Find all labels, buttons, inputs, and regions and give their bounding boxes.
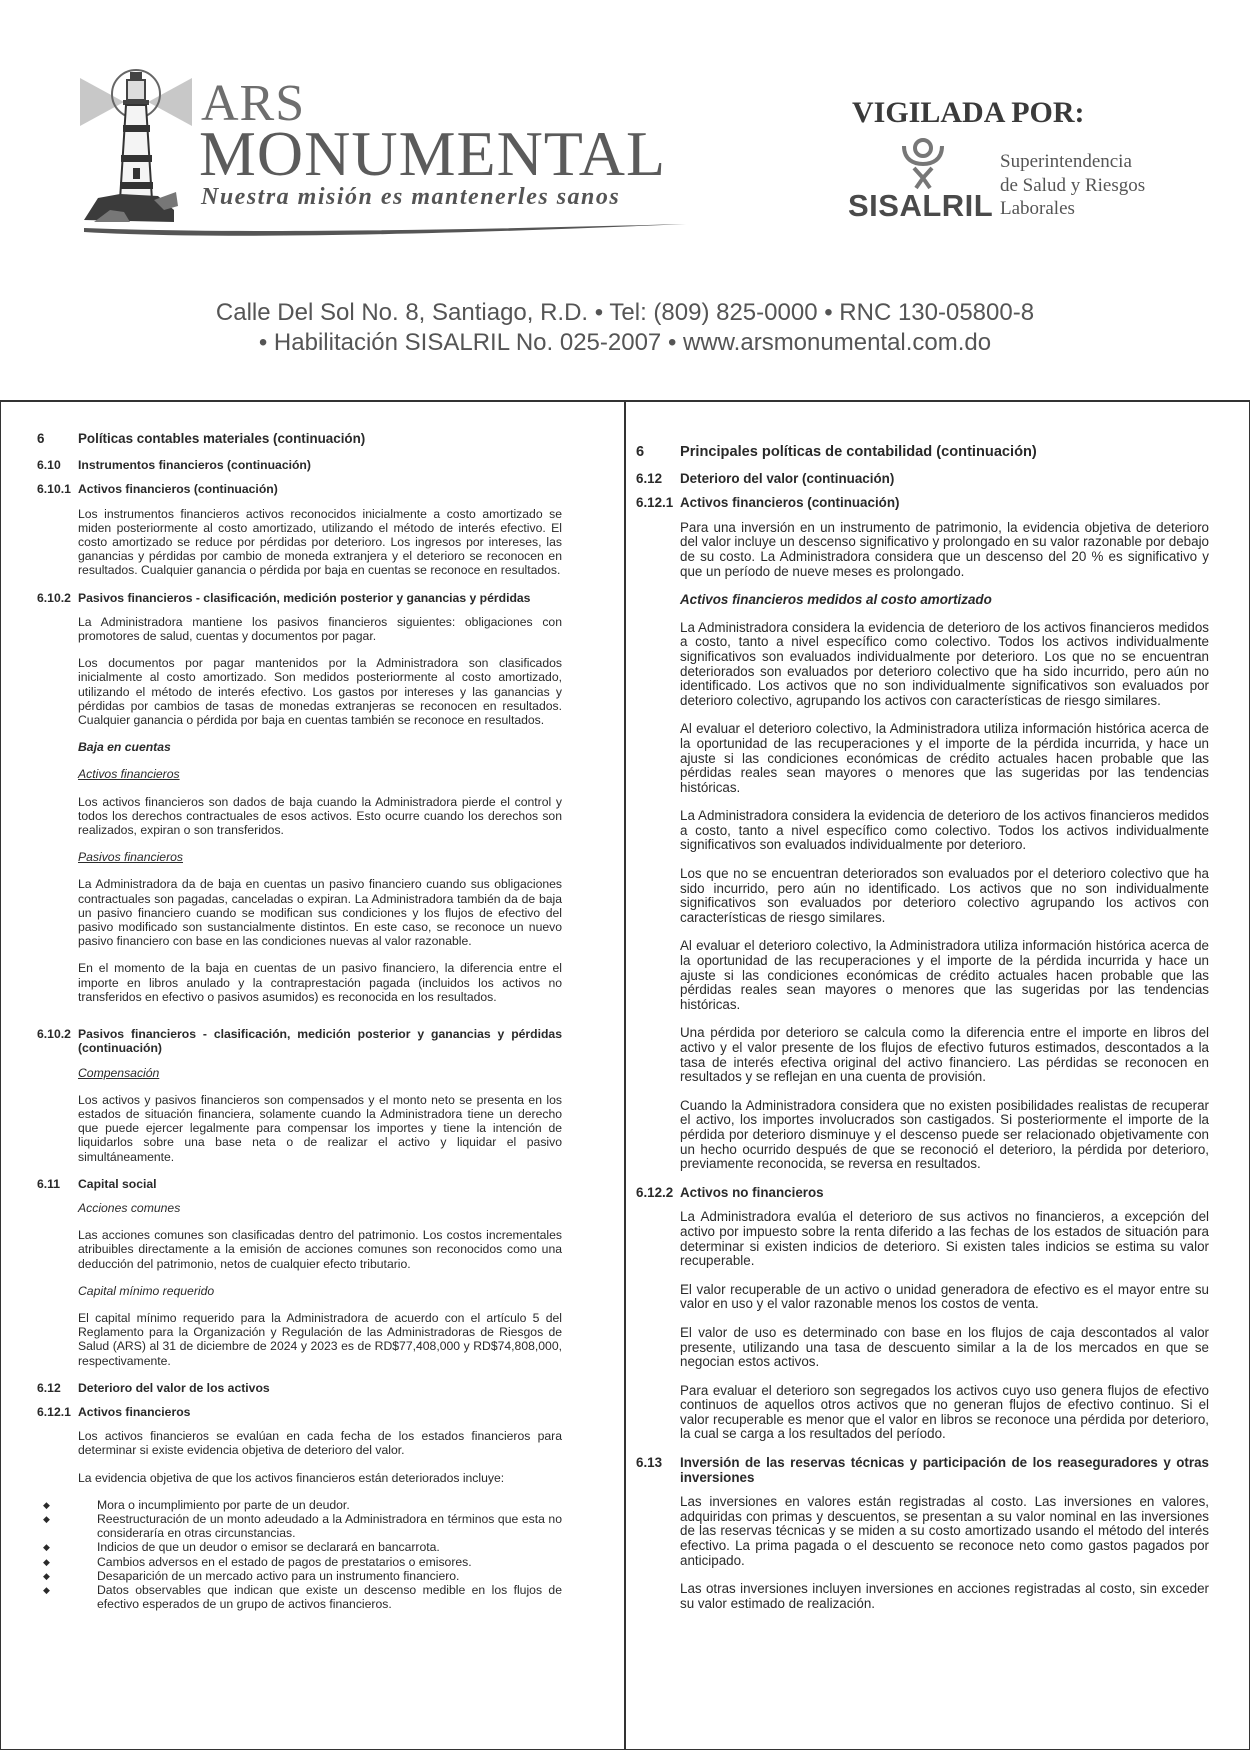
sisalril-wordmark: SISALRIL: [848, 188, 994, 223]
paragraph: El capital mínimo requerido para la Administradora de acuerdo con el artículo 5 del Reglamento para la Organización y Regulación de las Administradoras de Riesgos de Salud (ARS) al 31 de diciembre de 2024 y 2023 es de RD$77,408,000 y RD$74,808,000, respectivamente.: [78, 1310, 562, 1368]
subheading: Activos financieros medidos al costo amortizado: [680, 592, 992, 608]
bullet-diamond-icon: ◆: [43, 1584, 50, 1595]
ars-monumental-logo: [80, 52, 700, 242]
section-heading: 6.10.2 Pasivos financieros - clasificación, medición posterior y ganancias y pérdidas: [37, 590, 531, 605]
column-divider: [624, 400, 626, 1750]
bullet-diamond-icon: ◆: [43, 1513, 50, 1524]
bullet-diamond-icon: ◆: [43, 1499, 50, 1510]
paragraph: En el momento de la baja en cuentas de un pasivo financiero, la diferencia entre el importe en libros anulado y la contraprestación pagada (incluidos los activos no transferidos en efectivo o pasivos asumidos) es reconocida en los resultados.: [78, 961, 562, 1004]
paragraph: Una pérdida por deterioro se calcula como la diferencia entre el importe en libros del activo y el valor presente de los flujos de efectivo futuros estimados, descontados a la tasa de interés efectiva original del activo financiero. Las pérdidas se reconocen en resultados y se reflejan en una cuenta de provisión.: [680, 1025, 1209, 1085]
sisalril-line: de Salud y Riesgos: [1000, 174, 1146, 196]
section-heading: 6.10.1 Activos financieros (continuación): [37, 482, 278, 497]
paragraph: Para una inversión en un instrumento de patrimonio, la evidencia objetiva de deterioro del valor incluye un descenso significativo y prolongado en su valor razonable por debajo de su costo. La Administradora considera que un descenso del 20 % es significativo y que un período de nueve meses es prolongado.: [680, 519, 1209, 579]
paragraph: La Administradora considera la evidencia de deterioro de los activos financieros medidos a costo, tanto a nivel específico como colectivo. Todos los activos individualmente significativos son evaluados individualmente por deterioro.: [680, 808, 1209, 853]
paragraph: La Administradora mantiene los pasivos financieros siguientes: obligaciones con promotores de salud, cuentas y documentos por pagar.: [78, 614, 562, 644]
evidence-list: [37, 1498, 562, 1612]
paragraph: Al evaluar el deterioro colectivo, la Administradora utiliza información histórica acerca de la oportunidad de las recuperaciones y el importe de la pérdida incurrida, y hace un ajuste si las condiciones económicas de crédito actuales hacen probable que las pérdidas reales sean mayores o menores que las sugeridas por las tendencias históricas.: [680, 721, 1209, 795]
bullet-diamond-icon: ◆: [43, 1542, 50, 1553]
bullet-diamond-icon: ◆: [43, 1556, 50, 1567]
subheading: Compensación: [78, 1065, 160, 1080]
list-item: ◆ Cambios adversos en el estado de pagos de prestatarios o emisores.: [43, 1554, 472, 1569]
left-column: [37, 432, 562, 1611]
vigilada-title: VIGILADA POR:: [852, 96, 1085, 129]
section-heading: 6 Principales políticas de contabilidad (continuación): [636, 444, 1037, 460]
paragraph: Al evaluar el deterioro colectivo, la Administradora utiliza información histórica acerca de la oportunidad de las recuperaciones y el importe de la pérdida incurrida y hace un ajuste si las condiciones económicas de crédito actuales hacen probable que las pérdidas reales sean mayores o menores que las sugeridas por las tendencias históricas.: [680, 938, 1209, 1012]
paragraph: Los instrumentos financieros activos reconocidos inicialmente a costo amortizado se miden posteriormente al costo amortizado, utilizando el método de interés efectivo. El costo amortizado se reduce por pérdidas por deterioro. Los ingresos por intereses, las ganancias y pérdidas por cambio de moneda extranjera y el deterioro se reconocen en resultados. Cualquier ganancia o pérdida por baja en cuentas se reconoce en resultados.: [78, 506, 562, 578]
license-website-line: • Habilitación SISALRIL No. 025-2007 • www.arsmonumental.com.do: [258, 329, 992, 356]
section-heading: 6.10.2 Pasivos financieros - clasificación, medición posterior y ganancias y pérdidas (continuación): [37, 1027, 562, 1056]
paragraph: La Administradora evalúa el deterioro de sus activos no financieros, a excepción del activo por impuesto sobre la renta diferido a las fechas de los estados de situación para determinar si existen indicios de deterioro. Si existen tales indicios se estima su valor recuperable.: [680, 1209, 1209, 1269]
right-column: [636, 445, 1209, 1625]
list-item: ◆ Indicios de que un deudor o emisor se declarará en bancarrota.: [43, 1540, 440, 1555]
address-line: Calle Del Sol No. 8, Santiago, R.D. • Tel: (809) 825-0000 • RNC 130-05800-8: [215, 299, 1035, 326]
brand-ars: ARS: [201, 75, 306, 132]
brand-monumental: MONUMENTAL: [199, 118, 667, 189]
paragraph: La Administradora da de baja en cuentas un pasivo financiero cuando sus obligaciones contractuales son pagadas, canceladas o expiran. La Administradora también da de baja un pasivo financiero cuando se modifican sus condiciones y los flujos de efectivo del pasivo modificado son sustancialmente distintos. En este caso, se reconoce un nuevo pasivo financiero con base en las condiciones nuevas al valor razonable.: [78, 877, 562, 949]
swoosh-underline-icon: [80, 218, 690, 242]
paragraph: Los activos financieros se evalúan en cada fecha de los estados financieros para determinar si existe evidencia objetiva de deterioro del valor.: [78, 1429, 562, 1458]
paragraph: Para evaluar el deterioro son segregados los activos cuyo uso genera flujos de efectivo continuos de aquellos otros activos que no generan flujos de efectivo continuo. Si el valor recuperable es menor que el valor en libros se reconoce una pérdida por deterioro, la cual se carga a los resultados del período.: [680, 1382, 1209, 1442]
sisalril-figure-icon: [900, 138, 946, 190]
section-heading: 6.12.1 Activos financieros (continuación): [636, 495, 900, 511]
sisalril-line: Laborales: [1000, 198, 1075, 219]
paragraph: El valor recuperable de un activo o unidad generadora de efectivo es el mayor entre su valor en uso y el valor razonable menos los costos de venta.: [680, 1281, 1209, 1312]
paragraph: Los documentos por pagar mantenidos por la Administradora son clasificados inicialmente al costo amortizado. Son medidos posteriormente al costo amortizado, utilizando el método de interés efectivo. Los gastos por intereses y las ganancias y pérdidas por cambios de tasas de monedas extranjeras se reconocen en resultados. Cualquier ganancia o pérdida por baja en cuentas también se reconoce en resultados.: [78, 656, 562, 728]
paragraph: Las inversiones en valores están registradas al costo. Las inversiones en valores, adquiridas con primas y descuentos, se presentan a su valor nominal en las inversiones de las reservas técnicas y se miden a su costo amortizado usando el método del interés efectivo. La prima pagada o el descuento se reconoce neto como gastos pagados por anticipado.: [680, 1494, 1209, 1568]
paragraph: Las otras inversiones incluyen inversiones en acciones registradas al costo, sin exceder su valor estimado de realización.: [680, 1581, 1209, 1611]
lighthouse-logo-icon: [80, 60, 200, 230]
section-heading: 6.12 Deterioro del valor de los activos: [37, 1380, 270, 1395]
sisalril-line: Superintendencia: [1000, 151, 1132, 172]
subheading: Activos financieros: [78, 767, 180, 782]
brand-slogan: Nuestra misión es mantenerles sanos: [201, 184, 621, 210]
paragraph: Los activos y pasivos financieros son compensados y el monto neto se presenta en los estados de situación financiera, solamente cuando la Administradora tiene un derecho que puede ejercer legalmente para compensar los importes y tiene la intención de liquidarlos sobre una base neta o de realizar el activo y liquidar el pasivo simultáneamente.: [78, 1092, 562, 1164]
paragraph: La evidencia objetiva de que los activos financieros están deteriorados incluye:: [78, 1470, 505, 1485]
paragraph: Cuando la Administradora considera que no existen posibilidades realistas de recuperar el activo, los importes involucrados son castigados. Si posteriormente el importe de la pérdida por deterioro disminuye y el descenso puede ser relacionado objetivamente con un hecho ocurrido después de que se reconoció el deterioro, la pérdida por deterioro, previamente reconocida, se reversa en resultados.: [680, 1097, 1209, 1172]
paragraph: La Administradora considera la evidencia de deterioro de los activos financieros medidos a costo, tanto a nivel específico como colectivo. Todos los activos individualmente significativos son evaluados individualmente por deterioro. Los que no se encuentran deteriorados son evaluados por deterioro colectivo que ha sido incurrido, pero aún no identificado. Los activos que no son individualmente significativos son evaluados por deterioro colectivo, agrupando los activos con características de riesgo similares.: [680, 619, 1209, 708]
section-heading: 6.10 Instrumentos financieros (continuación): [37, 458, 311, 473]
paragraph: Los que no se encuentran deteriorados son evaluados por el deterioro colectivo que ha sido incurrido, pero aún no identificado. Los activos que no son individualmente significativos son evaluados por deterioro colectivo agrupando los activos con características de riesgo similares.: [680, 866, 1209, 925]
sisalril-description: [1000, 150, 1145, 221]
bullet-diamond-icon: ◆: [43, 1570, 50, 1581]
section-heading: 6.12 Deterioro del valor (continuación): [636, 470, 895, 486]
paragraph: El valor de uso es determinado con base en los flujos de caja descontados al valor presente, utilizando una tasa de descuento similar a la de los mercados en que se negocian estos activos.: [680, 1324, 1209, 1370]
paragraph: Las acciones comunes son clasificadas dentro del patrimonio. Los costos incrementales atribuibles directamente a la emisión de acciones comunes son reconocidos como una deducción del patrimonio, netos de cualquier efecto tributario.: [78, 1228, 562, 1271]
section-heading: 6.12.2 Activos no financieros: [636, 1184, 824, 1200]
list-item: ◆ Reestructuración de un monto adeudado a la Administradora en términos que esta no consideraría en otras circunstancias.: [43, 1511, 562, 1541]
subheading: Acciones comunes: [78, 1200, 181, 1215]
list-item: ◆ Datos observables que indican que existe un descenso medible en los flujos de efectivo esperados de un grupo de activos financieros.: [43, 1582, 562, 1612]
subheading: Baja en cuentas: [78, 740, 171, 755]
section-heading: 6.13 Inversión de las reservas técnicas y participación de los reaseguradores y otras inversiones: [636, 1455, 1209, 1485]
list-item: ◆ Desaparición de un mercado activo para un instrumento financiero.: [43, 1568, 460, 1583]
list-item: ◆ Mora o incumplimiento por parte de un deudor.: [43, 1497, 350, 1512]
subheading: Capital mínimo requerido: [78, 1283, 215, 1298]
subheading: Pasivos financieros: [78, 850, 183, 865]
section-heading: 6.11 Capital social: [37, 1176, 157, 1191]
section-heading: 6 Políticas contables materiales (continuación): [37, 431, 366, 446]
paragraph: Los activos financieros son dados de baja cuando la Administradora pierde el control y todos los derechos contractuales de esos activos. Esto ocurre cuando los derechos son realizados, expiran o son transferidos.: [78, 794, 562, 838]
section-heading: 6.12.1 Activos financieros: [37, 1404, 191, 1419]
